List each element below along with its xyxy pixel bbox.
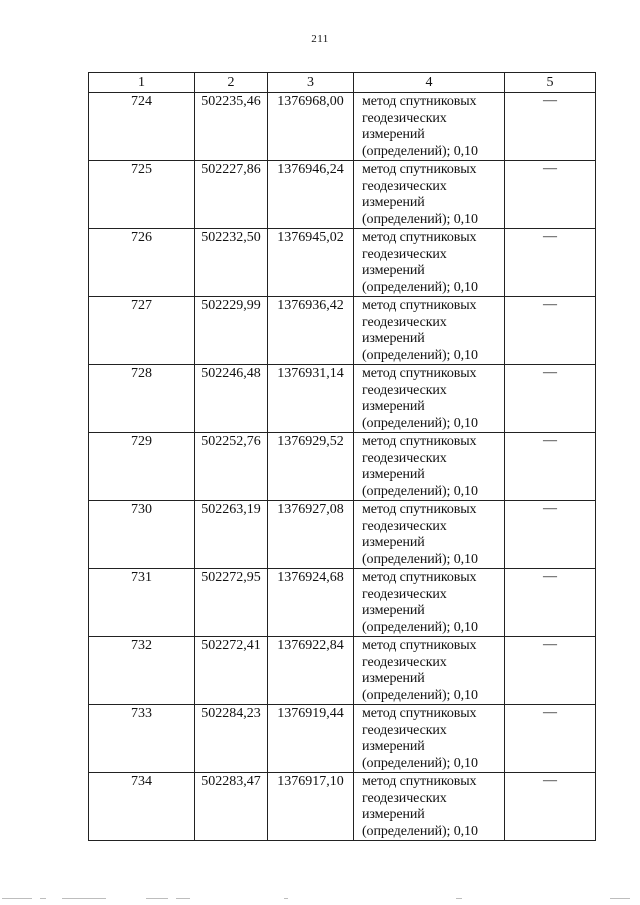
note-cell: — [505,93,596,161]
method-text-line: (определений); 0,10 [362,347,478,363]
method-cell [354,501,505,569]
method-text-line: геодезических [362,722,447,738]
point-number-cell: 727 [89,297,195,365]
header-col-4: 4 [354,73,505,93]
point-number-cell: 726 [89,229,195,297]
method-text-line: метод спутниковых [362,570,477,585]
method-text-line: геодезических [362,450,447,466]
point-number-cell: 724 [89,93,195,161]
table-row [89,705,596,773]
point-number-cell: 733 [89,705,195,773]
method-text-line: (определений); 0,10 [362,619,478,635]
method-text-line: измерений [362,127,425,142]
method-text-line: геодезических [362,178,447,194]
header-col-1: 1 [89,73,195,93]
scan-footer-marks [0,898,640,902]
point-number-cell: 734 [89,773,195,841]
table-row [89,297,596,365]
table-row [89,161,596,229]
method-text-line: геодезических [362,246,447,262]
method-cell [354,161,505,229]
y-coordinate-cell: 1376946,24 [268,161,354,229]
method-cell [354,705,505,773]
method-text-line: измерений [362,331,425,346]
header-row [89,73,596,93]
y-coordinate-cell: 1376968,00 [268,93,354,161]
method-text-line: измерений [362,399,425,414]
method-text-line: геодезических [362,586,447,602]
method-text-line: метод спутниковых [362,230,477,245]
method-text-line: измерений [362,467,425,482]
method-text-line: (определений); 0,10 [362,279,478,295]
method-text-line: (определений); 0,10 [362,211,478,227]
method-cell [354,229,505,297]
method-text-line: геодезических [362,518,447,534]
y-coordinate-cell: 1376945,02 [268,229,354,297]
point-number-cell: 730 [89,501,195,569]
point-number-cell: 731 [89,569,195,637]
method-text-line: геодезических [362,314,447,330]
table-row [89,229,596,297]
x-coordinate-cell: 502252,76 [195,433,268,501]
x-coordinate-cell: 502227,86 [195,161,268,229]
note-cell: — [505,501,596,569]
method-cell [354,569,505,637]
table-row [89,365,596,433]
method-text-line: измерений [362,807,425,822]
method-text-line: метод спутниковых [362,502,477,517]
method-text-line: геодезических [362,382,447,398]
table-header [89,73,596,93]
x-coordinate-cell: 502263,19 [195,501,268,569]
method-text-line: метод спутниковых [362,94,477,109]
x-coordinate-cell: 502284,23 [195,705,268,773]
note-cell: — [505,705,596,773]
table-row [89,569,596,637]
x-coordinate-cell: 502229,99 [195,297,268,365]
y-coordinate-cell: 1376927,08 [268,501,354,569]
method-text-line: (определений); 0,10 [362,823,478,839]
y-coordinate-cell: 1376924,68 [268,569,354,637]
x-coordinate-cell: 502246,48 [195,365,268,433]
x-coordinate-cell: 502235,46 [195,93,268,161]
method-cell [354,93,505,161]
method-text-line: (определений); 0,10 [362,755,478,771]
table-row [89,93,596,161]
method-text-line: метод спутниковых [362,774,477,789]
note-cell: — [505,637,596,705]
y-coordinate-cell: 1376922,84 [268,637,354,705]
x-coordinate-cell: 502272,95 [195,569,268,637]
method-text-line: измерений [362,535,425,550]
y-coordinate-cell: 1376919,44 [268,705,354,773]
method-text-line: (определений); 0,10 [362,687,478,703]
method-text-line: измерений [362,671,425,686]
method-text-line: измерений [362,603,425,618]
header-col-5: 5 [505,73,596,93]
method-text-line: (определений); 0,10 [362,483,478,499]
method-cell [354,297,505,365]
method-text-line: метод спутниковых [362,366,477,381]
x-coordinate-cell: 502272,41 [195,637,268,705]
method-cell [354,365,505,433]
note-cell: — [505,161,596,229]
table-row [89,637,596,705]
method-cell [354,773,505,841]
y-coordinate-cell: 1376936,42 [268,297,354,365]
page-number: 211 [311,33,329,45]
table-body [89,93,596,841]
method-text-line: измерений [362,195,425,210]
method-text-line: геодезических [362,110,447,126]
x-coordinate-cell: 502232,50 [195,229,268,297]
y-coordinate-cell: 1376931,14 [268,365,354,433]
note-cell: — [505,773,596,841]
x-coordinate-cell: 502283,47 [195,773,268,841]
point-number-cell: 725 [89,161,195,229]
method-cell [354,433,505,501]
coordinates-table [88,72,596,841]
y-coordinate-cell: 1376929,52 [268,433,354,501]
method-text-line: геодезических [362,790,447,806]
method-text-line: измерений [362,739,425,754]
method-text-line: метод спутниковых [362,434,477,449]
note-cell: — [505,569,596,637]
note-cell: — [505,433,596,501]
y-coordinate-cell: 1376917,10 [268,773,354,841]
table-row [89,773,596,841]
method-text-line: (определений); 0,10 [362,143,478,159]
note-cell: — [505,365,596,433]
header-col-3: 3 [268,73,354,93]
table-row [89,433,596,501]
note-cell: — [505,297,596,365]
method-cell [354,637,505,705]
method-text-line: (определений); 0,10 [362,551,478,567]
method-text-line: метод спутниковых [362,298,477,313]
point-number-cell: 728 [89,365,195,433]
note-cell: — [505,229,596,297]
method-text-line: метод спутниковых [362,706,477,721]
header-col-2: 2 [195,73,268,93]
method-text-line: измерений [362,263,425,278]
point-number-cell: 732 [89,637,195,705]
method-text-line: (определений); 0,10 [362,415,478,431]
point-number-cell: 729 [89,433,195,501]
table-row [89,501,596,569]
method-text-line: метод спутниковых [362,638,477,653]
method-text-line: метод спутниковых [362,162,477,177]
method-text-line: геодезических [362,654,447,670]
